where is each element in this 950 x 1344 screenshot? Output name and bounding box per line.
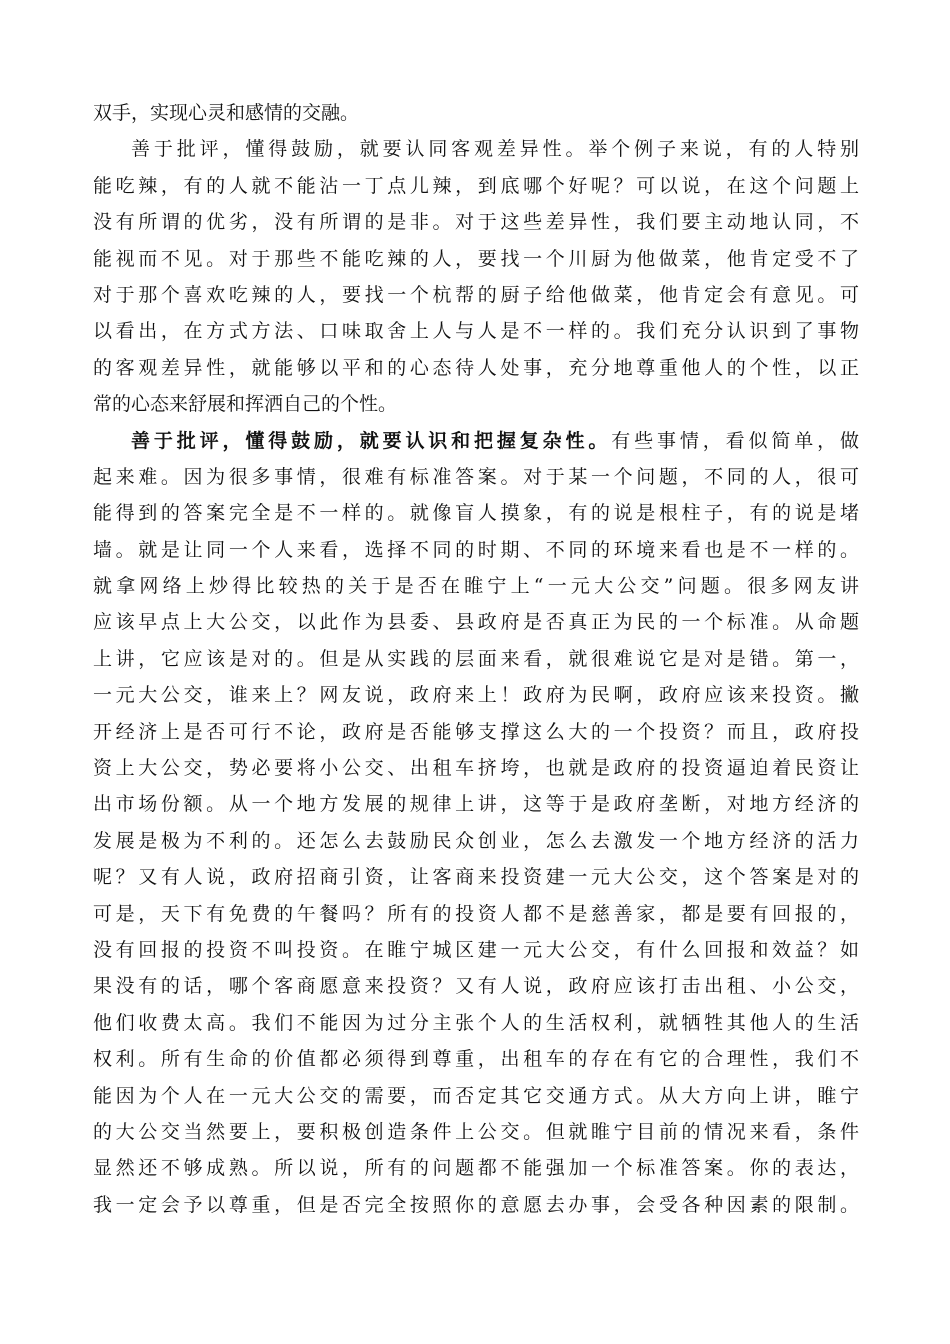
text-line: 一元大公交，谁来上？网友说，政府来上！政府为民啊，政府应该来投资。撇 <box>93 684 859 707</box>
paragraph-heading: 善于批评，懂得鼓励，就要认识和把握复杂性。 <box>131 429 612 452</box>
text-line: 呢？又有人说，政府招商引资，让客商来投资建一元大公交，这个答案是对的 <box>93 866 859 889</box>
text-line: 能因为个人在一元大公交的需要，而否定其它交通方式。从大方向上讲，睢宁 <box>93 1084 859 1107</box>
paragraph-objective-differences <box>93 131 859 422</box>
text-line: 没有回报的投资不叫投资。在睢宁城区建一元大公交，有什么回报和效益？如 <box>93 938 859 961</box>
text-line: 果没有的话，哪个客商愿意来投资？又有人说，政府应该打击出租、小公交， <box>93 975 859 998</box>
text-line: 开经济上是否可行不论，政府是否能够支撑这么大的一个投资？而且，政府投 <box>93 720 859 743</box>
text-line: 的大公交当然要上，要积极创造条件上公交。但就睢宁目前的情况来看，条件 <box>93 1120 859 1143</box>
text-line: 发展是极为不利的。还怎么去鼓励民众创业，怎么去激发一个地方经济的活力 <box>93 829 859 852</box>
text-line: 对于那个喜欢吃辣的人，要找一个杭帮的厨子给他做菜，他肯定会有意见。可 <box>93 283 859 306</box>
text-line: 能得到的答案完全是不一样的。就像盲人摸象，有的说是根柱子，有的说是堵 <box>93 502 859 525</box>
text-line: 资上大公交，势必要将小公交、出租车挤垮，也就是政府的投资逼迫着民资让 <box>93 757 859 780</box>
text-line: 权利。所有生命的价值都必须得到尊重，出租车的存在有它的合理性，我们不 <box>93 1048 859 1071</box>
text-line: 出市场份额。从一个地方发展的规律上讲，这等于是政府垄断，对地方经济的 <box>93 793 859 816</box>
text-line: 上讲，它应该是对的。但是从实践的层面来看，就很难说它是对是错。第一， <box>93 647 859 670</box>
paragraph-continuation <box>93 95 859 131</box>
text-line: 善于批评，懂得鼓励，就要认同客观差异性。举个例子来说，有的人特别 <box>131 138 859 161</box>
text-line: 双手，实现心灵和感情的交融。 <box>93 102 360 124</box>
text-line: 可是，天下有免费的午餐吗？所有的投资人都不是慈善家，都是要有回报的， <box>93 902 859 925</box>
text-line: 显然还不够成熟。所以说，所有的问题都不能强加一个标准答案。你的表达， <box>93 1157 859 1180</box>
text-line: 起来难。因为很多事情，很难有标准答案。对于某一个问题，不同的人，很可 <box>93 465 859 488</box>
text-line: 常的心态来舒展和挥洒自己的个性。 <box>93 393 398 416</box>
text-line: 以看出，在方式方法、口味取舍上人与人是不一样的。我们充分认识到了事物 <box>93 320 859 343</box>
text-line: 的客观差异性，就能够以平和的心态待人处事，充分地尊重他人的个性，以正 <box>93 356 859 379</box>
text-line: 他们收费太高。我们不能因为过分主张个人的生活权利，就牺牲其他人的生活 <box>93 1011 859 1034</box>
text-line-with-heading <box>93 423 859 459</box>
text-line: 能视而不见。对于那些不能吃辣的人，要找一个川厨为他做菜，他肯定受不了 <box>93 247 859 270</box>
text-line: 我一定会予以尊重，但是否完全按照你的意愿去办事，会受各种因素的限制。 <box>93 1193 859 1216</box>
text-line: 没有所谓的优劣，没有所谓的是非。对于这些差异性，我们要主动地认同，不 <box>93 211 859 234</box>
text-line: 墙。就是让同一个人来看，选择不同的时期、不同的环境来看也是不一样的。 <box>93 538 859 561</box>
paragraph-complexity <box>93 423 859 1224</box>
text-run: 有些事情，看似简单，做 <box>611 429 859 452</box>
text-line: 能吃辣，有的人就不能沾一丁点儿辣，到底哪个好呢？可以说，在这个问题上 <box>93 174 859 197</box>
text-line: 就拿网络上炒得比较热的关于是否在睢宁上“一元大公交”问题。很多网友讲 <box>93 575 859 598</box>
text-line: 应该早点上大公交，以此作为县委、县政府是否真正为民的一个标准。从命题 <box>93 611 859 634</box>
document-page <box>93 95 859 1223</box>
